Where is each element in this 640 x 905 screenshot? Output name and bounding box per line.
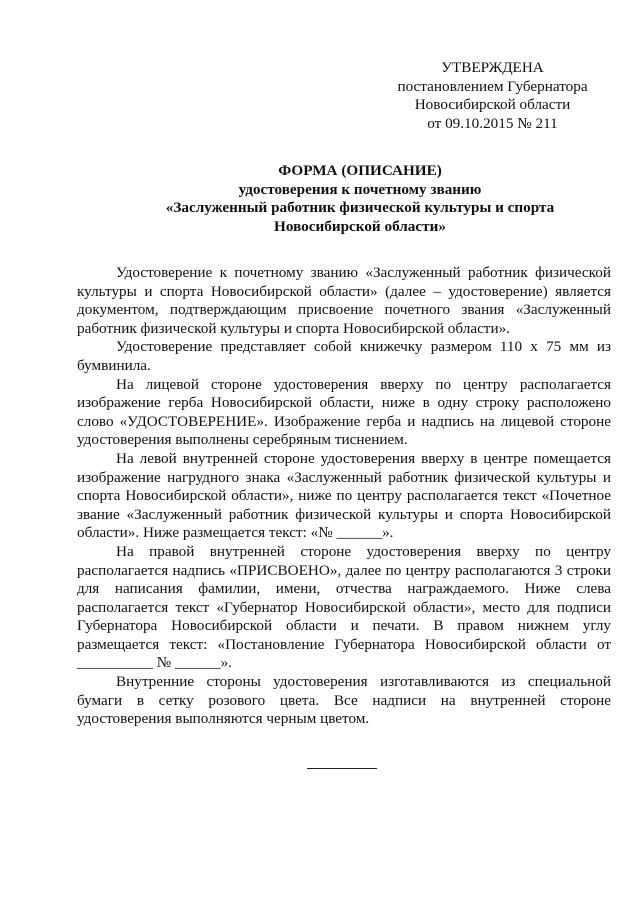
paragraph-right-inner-side: На правой внутренней стороне удостоверения вверху по центру располагается надпись «ПРИСВОЕНО», далее по центру располагаются 3 строки для написания фамилии, имени, отчества награждаемого. Ниже слева располагается текст «Губернатор Новосибирской области», место для подписи Губернатора Новосибирской области и печати. В правом нижнем углу размещается текст: «Постановление Губернатора Новосибирской области от __________ № ______». — [77, 542, 611, 672]
title-line-region: Новосибирской области» — [274, 217, 446, 235]
document-body — [77, 264, 611, 729]
title-line-honorary-title: «Заслуженный работник физической культуры и спорта — [165, 199, 555, 216]
closing-divider — [307, 768, 377, 769]
paragraph-definition: Удостоверение к почетному званию «Заслуженный работник физической культуры и спорта Новосибирской области» (далее – удостоверение) является документом, подтверждающим присвоение почетного звания «Заслуженный работник физической культуры и спорта Новосибирской области». — [77, 264, 611, 337]
title-line-form: ФОРМА (ОПИСАНИЕ) — [278, 162, 442, 179]
document-title — [100, 162, 620, 236]
approval-decree-line: постановлением Губернатора — [397, 77, 588, 95]
paragraph-front-side: На лицевой стороне удостоверения вверху по центру располагается изображение герба Новосибирской области, ниже в одну строку расположено слово «УДОСТОВЕРЕНИЕ». Изображение герба и надпись на лицевой стороне удостоверения выполнены серебряным тиснением. — [77, 375, 611, 449]
approval-region-line: Новосибирской области — [414, 96, 571, 113]
title-line-certificate: удостоверения к почетному званию — [238, 180, 482, 198]
approval-heading: УТВЕРЖДЕНА — [441, 59, 544, 76]
paragraph-left-inner-side: На левой внутренней стороне удостоверения вверху в центре помещается изображение нагрудного знака «Заслуженный работник физической культуры и спорта Новосибирской области», ниже по центру располагается текст «Почетное звание «Заслуженный работник физической культуры и спорта Новосибирской области». Ниже размещается текст: «№ ______». — [77, 449, 611, 542]
approval-stamp — [380, 59, 605, 133]
paragraph-inner-paper: Внутренние стороны удостоверения изготавливаются из специальной бумаги в сетку розового цвета. Все надписи на внутренней стороне удостоверения выполняются черным цветом. — [77, 673, 611, 728]
paragraph-size: Удостоверение представляет собой книжечку размером 110 х 75 мм из бумвинила. — [77, 338, 611, 374]
approval-date-number: от 09.10.2015 № 211 — [427, 114, 558, 132]
